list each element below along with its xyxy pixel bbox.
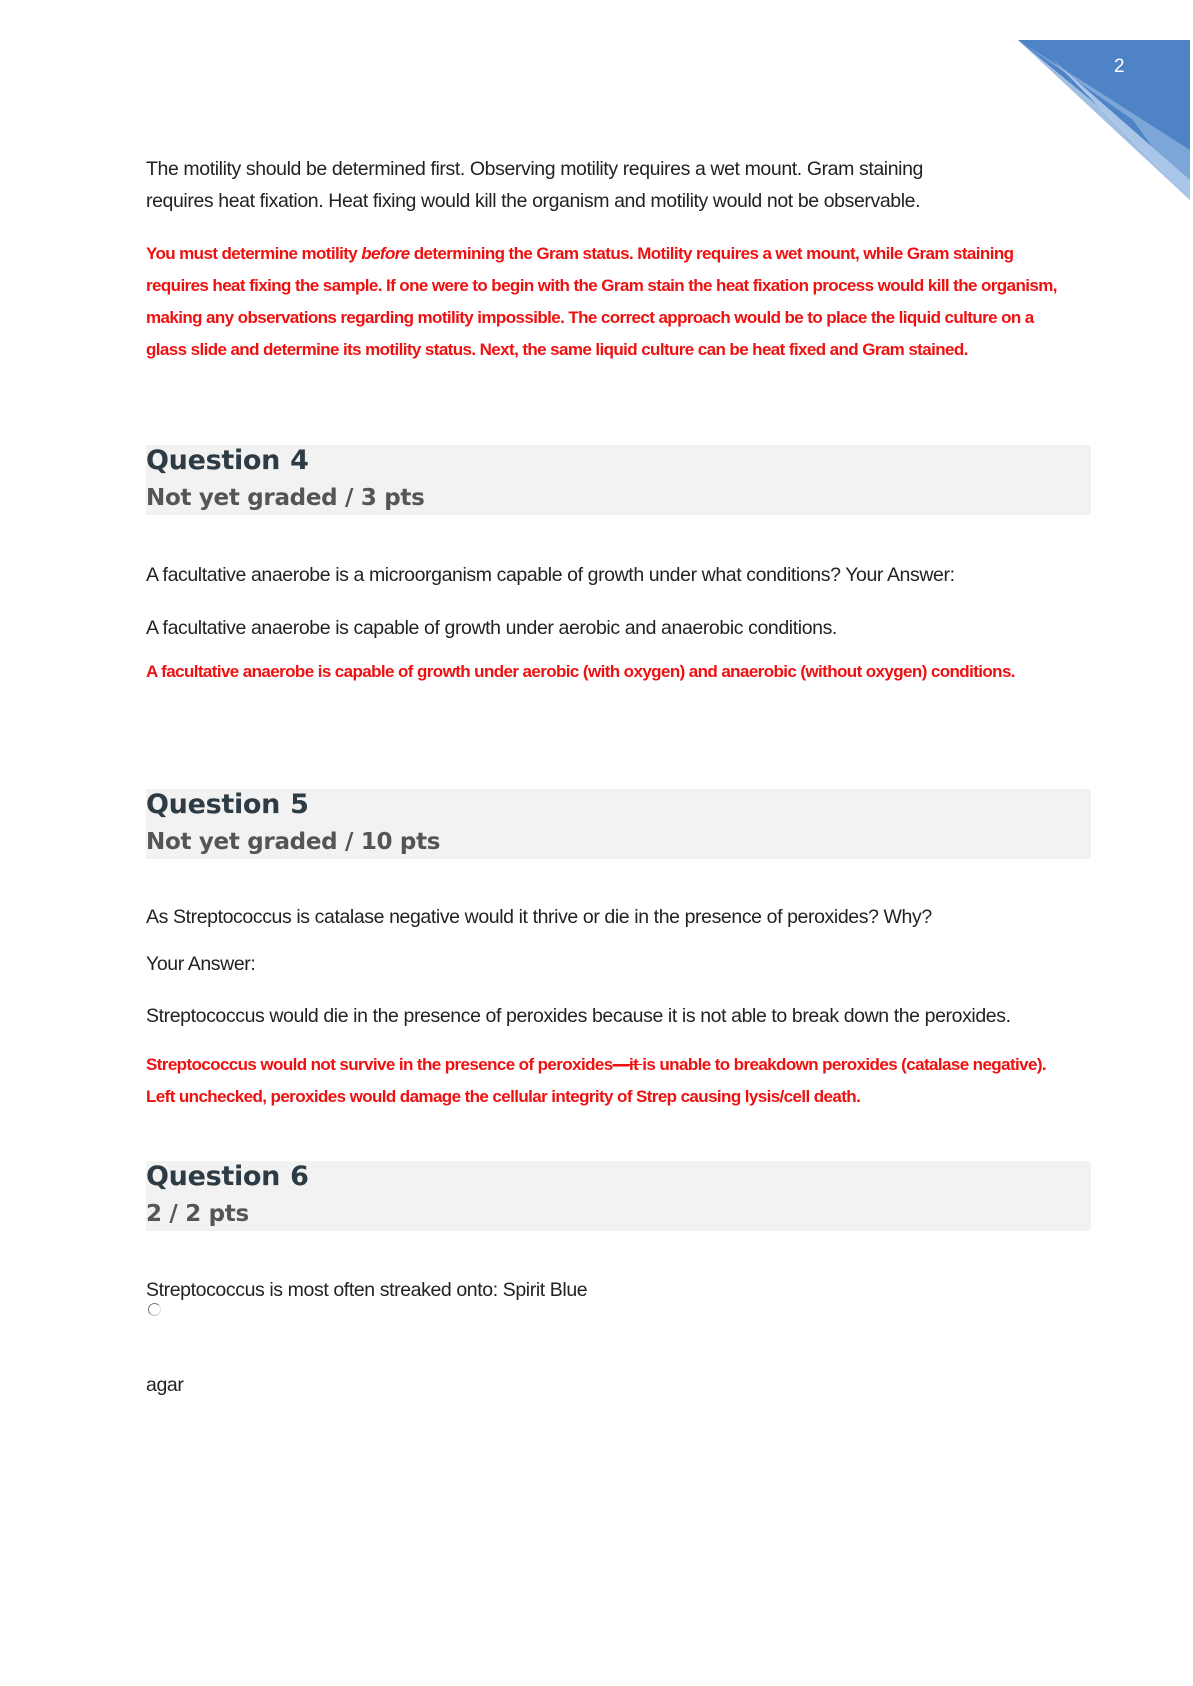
question-5-header [146, 789, 1091, 859]
q5-feedback-strike: —it [612, 1055, 643, 1074]
q3-feedback-part1: You must determine motility [146, 244, 362, 263]
q4-answer: A facultative anaerobe is capable of growth under aerobic and anaerobic conditions. [146, 617, 837, 639]
question-4-points: Not yet graded / 3 pts [146, 485, 425, 511]
question-label: Question [146, 445, 281, 476]
q5-your-answer-label: Your Answer: [146, 953, 256, 975]
question-4-title [146, 445, 309, 476]
q3-answer-line2: requires heat fixation. Heat fixing would kill the organism and motility would not be observable. [146, 190, 921, 212]
q5-question: As Streptococcus is catalase negative would it thrive or die in the presence of peroxides? Why? [146, 906, 932, 928]
question-6-title [146, 1161, 309, 1192]
page-number: 2 [1114, 56, 1125, 77]
q5-feedback [146, 1049, 1076, 1113]
question-5-title [146, 789, 309, 820]
question-label: Question [146, 789, 281, 820]
question-number: 5 [290, 789, 309, 820]
question-number: 6 [290, 1161, 309, 1192]
q3-feedback-part2: determining the Gram status. Motility requires a wet mount, while Gram staining requires heat fixing the sample. If one were to begin with the Gram stain the heat fixation process would kill the organism, making any observations regarding motility impossible. The correct approach would be to place the liquid culture on a glass slide and determine its motility status. Next, the same liquid culture can be heat fixed and Gram stained. [146, 244, 1057, 359]
q5-feedback-part1: Streptococcus would not survive in the presence of peroxides [146, 1055, 613, 1074]
question-label: Question [146, 1161, 281, 1192]
q3-feedback [146, 238, 1076, 366]
q3-feedback-emphasis: before [361, 244, 410, 263]
q5-feedback-part2: is unable to breakdown peroxides (catalase negative). Left unchecked, peroxides would damage the cellular integrity of Strep causing lysis/cell death. [146, 1055, 1047, 1106]
q6-option-tail: agar [146, 1374, 184, 1396]
q3-answer [146, 153, 1076, 217]
q3-answer-line1: The motility should be determined first. Observing motility requires a wet mount. Gram staining [146, 158, 924, 180]
question-6-points: 2 / 2 pts [146, 1201, 249, 1227]
question-4-header [146, 445, 1091, 515]
q4-feedback: A facultative anaerobe is capable of growth under aerobic (with oxygen) and anaerobic (without oxygen) conditions. [146, 662, 1015, 681]
q5-answer: Streptococcus would die in the presence of peroxides because it is not able to break down the peroxides. [146, 1005, 1011, 1027]
q4-question: A facultative anaerobe is a microorganism capable of growth under what conditions? Your Answer: [146, 564, 955, 586]
question-6-header [146, 1161, 1091, 1231]
question-5-points: Not yet graded / 10 pts [146, 829, 441, 855]
question-number: 4 [290, 445, 309, 476]
answer-radio-button[interactable] [148, 1303, 161, 1316]
q6-question: Streptococcus is most often streaked onto: Spirit Blue [146, 1279, 588, 1301]
